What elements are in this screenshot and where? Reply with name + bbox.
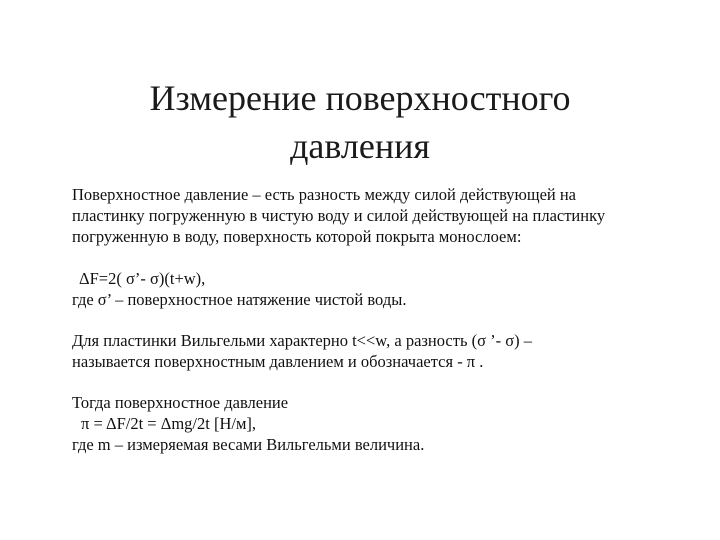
wilhelmy-paragraph [72,330,664,372]
wilhelmy-line-2: называется поверхностным давлением и обозначается - π . [72,352,484,371]
force-formula-block [72,268,664,310]
spacer [72,310,664,330]
intro-line-2: пластинку погруженную в чистую воду и силой действующей на пластинку [72,206,606,225]
intro-paragraph [72,184,664,247]
spacer [72,372,664,392]
wilhelmy-line-1: Для пластинки Вильгельми характерно t<<w, а разность (σ ’- σ) – [72,331,532,350]
slide-title-line-2: давления [290,126,430,167]
surface-pressure-legend: где m – измеряемая весами Вильгельми величина. [72,435,425,454]
intro-line-3: погруженную в воду, поверхность которой покрыта монослоем: [72,227,522,246]
force-difference-equation: ΔF=2( σ’- σ)(t+w), [79,269,206,288]
surface-pressure-intro: Тогда поверхностное давление [72,393,289,412]
spacer [72,247,664,268]
slide-title [60,74,660,170]
surface-pressure-block [72,392,664,455]
slide-title-line-1: Измерение поверхностного [149,78,571,119]
slide-body [72,184,664,455]
intro-line-1: Поверхностное давление – есть разность между силой действующей на [72,185,577,204]
surface-pressure-equation: π = ΔF/2t = Δmg/2t [Н/м], [81,414,257,433]
force-equation-legend: где σ’ – поверхностное натяжение чистой воды. [72,290,407,309]
